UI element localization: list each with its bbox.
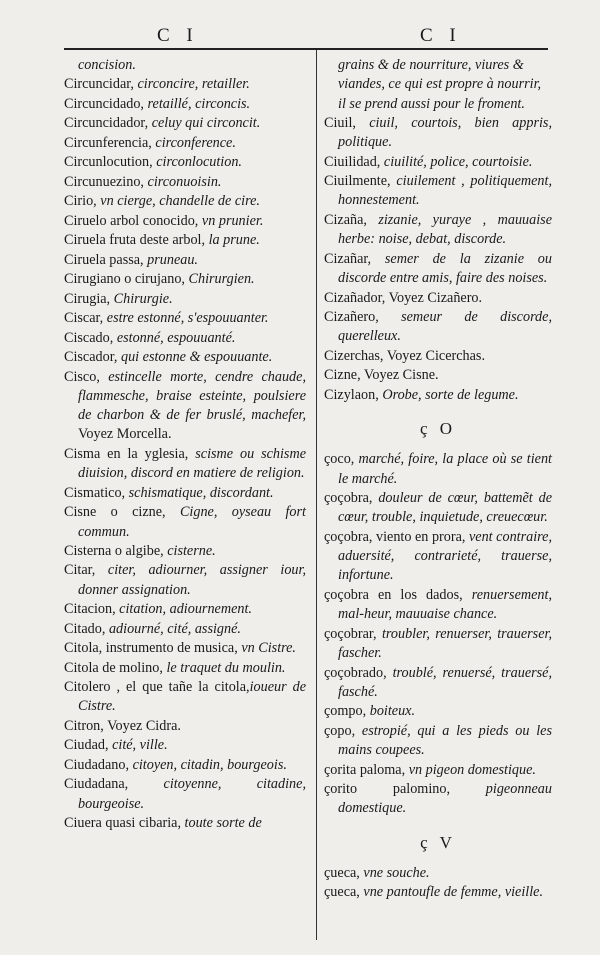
dictionary-entry <box>324 172 552 211</box>
headword: Ciudadano, <box>64 756 130 773</box>
dictionary-entry <box>64 212 306 231</box>
translation: adiourné, cité, assigné. <box>105 620 241 637</box>
headword: çoçobra, viento en prora, <box>324 528 466 545</box>
header-rule <box>64 48 548 50</box>
dictionary-entry <box>64 348 306 367</box>
headword: Citacion, <box>64 601 116 618</box>
running-head-left: C I <box>157 25 199 46</box>
section-heading-cu: ç V <box>420 832 456 852</box>
headword: Circunlocution, <box>64 154 153 171</box>
headword: Circunferencia, <box>64 134 152 151</box>
headword: Cizerchas, <box>324 347 384 364</box>
headword: çoco, <box>324 451 355 468</box>
headword: Circunuezino, <box>64 173 144 190</box>
dictionary-entry <box>324 489 552 528</box>
section-heading-co: ç O <box>419 419 457 439</box>
cross-reference: Voyez Cidra. <box>103 717 181 734</box>
translation: ciuil, courtois, bien appris, politique. <box>338 114 552 151</box>
headword: Ciuera quasi cibaria, <box>64 815 181 832</box>
dictionary-entry <box>64 736 306 755</box>
headword: çorita paloma, <box>324 761 406 778</box>
translation: troubler, renuerser, trauerser, fascher. <box>338 625 552 662</box>
dictionary-entry <box>324 308 552 347</box>
translation: Chirurgien. <box>184 271 255 288</box>
headword: Cizne, <box>324 367 361 384</box>
dictionary-entry <box>64 620 306 639</box>
headword: Cisco, <box>64 368 100 385</box>
dictionary-entry <box>64 756 306 775</box>
translation: estropié, qui a les pieds ou les mains coupees. <box>338 722 552 759</box>
dictionary-entry <box>64 75 306 94</box>
dictionary-entry <box>64 309 306 328</box>
dictionary-entry <box>324 450 552 489</box>
dictionary-entry <box>64 192 306 211</box>
dictionary-entry <box>64 290 306 309</box>
translation: celuy qui circoncit. <box>148 115 261 132</box>
dictionary-entry <box>64 814 306 833</box>
dictionary-entry <box>324 883 552 902</box>
headword: Ciruela passa, <box>64 251 144 268</box>
translation: circonlocution. <box>152 154 242 171</box>
dictionary-entry <box>64 678 306 717</box>
headword: Cizaña, <box>324 211 367 228</box>
translation: vne souche. <box>359 864 430 881</box>
translation: circoncire, retailler. <box>133 76 250 93</box>
headword: Cirugiano o cirujano, <box>64 271 185 288</box>
continuation-text: grains & de nourriture, viures & viandes, ce qui est propre à nourrir, il se prend aussi pour le froment. <box>338 57 542 112</box>
headword: çueca, <box>324 864 360 881</box>
dictionary-entry <box>324 586 552 625</box>
headword: Citola, instrumento de musica, <box>64 640 238 657</box>
entries-co <box>324 450 552 818</box>
headword: Citar, <box>64 562 96 579</box>
headword: Cizañador, <box>324 289 386 306</box>
translation: zizanie, yuraye , mauuaise herbe: noise, debat, discorde. <box>338 211 552 248</box>
headword: çoçobra, <box>324 490 373 507</box>
translation: citation, adiournement. <box>115 601 252 618</box>
headword: Cisne o cizne, <box>64 504 166 521</box>
translation: citer, adiourner, assigner iour, donner assignation. <box>78 562 306 598</box>
headword: Cismatico, <box>64 484 126 501</box>
headword: Cisma en la yglesia, <box>64 445 189 462</box>
dictionary-entry <box>324 625 552 664</box>
headword: Ciudadana, <box>64 776 129 793</box>
translation: estonné, espouuanté. <box>113 329 236 346</box>
dictionary-entry <box>324 761 552 780</box>
headword: Citado, <box>64 620 106 637</box>
right-column <box>324 56 552 903</box>
dictionary-entry <box>324 780 552 819</box>
dictionary-entry <box>324 114 552 153</box>
headword: Circuncidar, <box>64 76 134 93</box>
dictionary-entry <box>64 639 306 658</box>
cross-reference: Voyez Cicerchas. <box>383 347 485 364</box>
headword: çorito palomino, <box>324 781 451 798</box>
entries-ci <box>324 114 552 405</box>
dictionary-entry <box>64 231 306 250</box>
headword: Cizañero, <box>324 308 379 325</box>
translation: schismatique, discordant. <box>125 484 274 501</box>
translation: Cigne, oyseau fort commun. <box>78 504 306 540</box>
translation: cisterne. <box>163 542 216 559</box>
translation: ioueur de Cistre. <box>78 679 306 715</box>
translation: vn pigeon domestique. <box>405 761 536 778</box>
cross-reference: Voyez Cisne. <box>360 367 439 384</box>
running-head <box>62 25 550 46</box>
dictionary-entry <box>324 864 552 883</box>
dictionary-entry <box>64 717 306 736</box>
translation: toute sorte de <box>181 815 262 832</box>
headword: Ciuilidad, <box>324 153 381 170</box>
dictionary-entry <box>64 600 306 619</box>
dictionary-entry <box>324 347 552 366</box>
dictionary-entry <box>64 368 306 445</box>
cross-reference: Voyez Morcella. <box>78 426 172 443</box>
headword: Cirio, <box>64 193 97 210</box>
dictionary-entry <box>64 134 306 153</box>
dictionary-entry <box>324 211 552 250</box>
translation: estincelle morte, cendre chaude, flammesche, braise esteinte, poulsiere de charbon & de fer bruslé, machefer, <box>78 368 306 424</box>
translation: vn prunier. <box>198 212 264 229</box>
translation: vent contraire, aduersité, contrarieté, trauerse, infortune. <box>338 528 552 584</box>
translation: vn Cistre. <box>237 640 296 657</box>
headword: Ciscar, <box>64 310 104 327</box>
translation: qui estonne & espouuante. <box>117 349 273 366</box>
dictionary-entry <box>324 528 552 586</box>
translation: cité, ville. <box>108 737 168 754</box>
translation: circonuoisin. <box>143 173 222 190</box>
dictionary-entry <box>324 722 552 761</box>
translation: boiteux. <box>366 703 416 720</box>
translation: vne pantoufle de femme, vieille. <box>359 884 544 901</box>
translation: citoyenne, citadine, bourgeoise. <box>78 776 306 812</box>
dictionary-entry <box>64 775 306 814</box>
dictionary-entry <box>64 503 306 542</box>
translation: semeur de discorde, querelleux. <box>338 308 552 345</box>
running-head-right: C I <box>420 25 462 46</box>
headword: çoçobra en los dados, <box>324 586 463 603</box>
translation: scisme ou schisme diuision, discord en matiere de religion. <box>78 445 306 482</box>
translation: vn cierge, chandelle de cire. <box>96 193 260 210</box>
translation: douleur de cœur, battemẽt de cœur, trouble, inquietude, creuecœur. <box>338 490 552 526</box>
dictionary-entry <box>324 250 552 289</box>
dictionary-entry <box>324 366 552 385</box>
translation: estre estonné, s'espouuanter. <box>103 310 269 327</box>
translation: la prune. <box>205 232 260 249</box>
headword: çompo, <box>324 703 367 720</box>
translation: Orobe, sorte de legume. <box>378 386 519 403</box>
dictionary-entry <box>64 484 306 503</box>
headword: Circuncidado, <box>64 95 144 112</box>
dictionary-entry <box>324 702 552 721</box>
dictionary-entry <box>324 289 552 308</box>
translation: circonference. <box>151 134 236 151</box>
dictionary-entry <box>64 153 306 172</box>
headword: çoçobrado, <box>324 664 387 681</box>
translation: renuersement, mal-heur, mauuaise chance. <box>338 586 552 623</box>
dictionary-entry <box>64 542 306 561</box>
dictionary-entry <box>64 329 306 348</box>
translation: marché, foire, la place où se tient le marché. <box>338 451 552 487</box>
dictionary-entry <box>64 659 306 678</box>
dictionary-entry <box>64 95 306 114</box>
dictionary-entry <box>64 270 306 289</box>
dictionary-entry <box>324 386 552 405</box>
dictionary-entry <box>64 251 306 270</box>
headword: Citron, <box>64 717 104 734</box>
headword: Ciscador, <box>64 349 118 366</box>
cross-reference: Voyez Cizañero. <box>385 289 483 306</box>
headword: Circuncidador, <box>64 115 149 132</box>
headword: Citolero , el que tañe la citola, <box>64 679 250 696</box>
headword: Cizylaon, <box>324 386 379 403</box>
left-column <box>64 56 306 834</box>
translation: citoyen, citadin, bourgeois. <box>129 756 287 773</box>
headword: çopo, <box>324 722 356 739</box>
translation: troublé, renuersé, trauersé, fasché. <box>338 664 552 700</box>
headword: Ciscado, <box>64 329 114 346</box>
headword: Ciuil, <box>324 114 356 131</box>
column-divider <box>316 50 317 940</box>
continuation-text: concision. <box>78 57 136 73</box>
translation: ciuilité, police, courtoisie. <box>380 153 533 170</box>
dictionary-entry <box>64 445 306 484</box>
translation: le traquet du moulin. <box>162 659 286 676</box>
dictionary-entry <box>64 114 306 133</box>
headword: çueca, <box>324 884 360 901</box>
dictionary-entry <box>64 173 306 192</box>
headword: Citola de molino, <box>64 659 163 676</box>
headword: Cisterna o algibe, <box>64 542 164 559</box>
translation: retaillé, circoncis. <box>143 95 251 112</box>
headword: Ciruela fruta deste arbol, <box>64 232 206 249</box>
translation: Chirurgie. <box>110 290 173 307</box>
dictionary-entry <box>324 153 552 172</box>
translation: pruneau. <box>143 251 198 268</box>
translation: ciuilement , politiquement, honnestement. <box>338 173 552 209</box>
translation: semer de la zizanie ou discorde entre amis, faire des noises. <box>338 250 552 287</box>
dictionary-entry <box>324 664 552 703</box>
headword: Cirugia, <box>64 290 111 307</box>
translation: pigeonneau domestique. <box>338 781 552 817</box>
headword: Ciudad, <box>64 737 109 754</box>
headword: Ciuilmente, <box>324 173 391 190</box>
headword: Ciruelo arbol conocido, <box>64 212 199 229</box>
headword: çoçobrar, <box>324 625 377 642</box>
dictionary-entry <box>64 561 306 600</box>
entries-cu <box>324 864 552 903</box>
headword: Cizañar, <box>324 250 372 267</box>
